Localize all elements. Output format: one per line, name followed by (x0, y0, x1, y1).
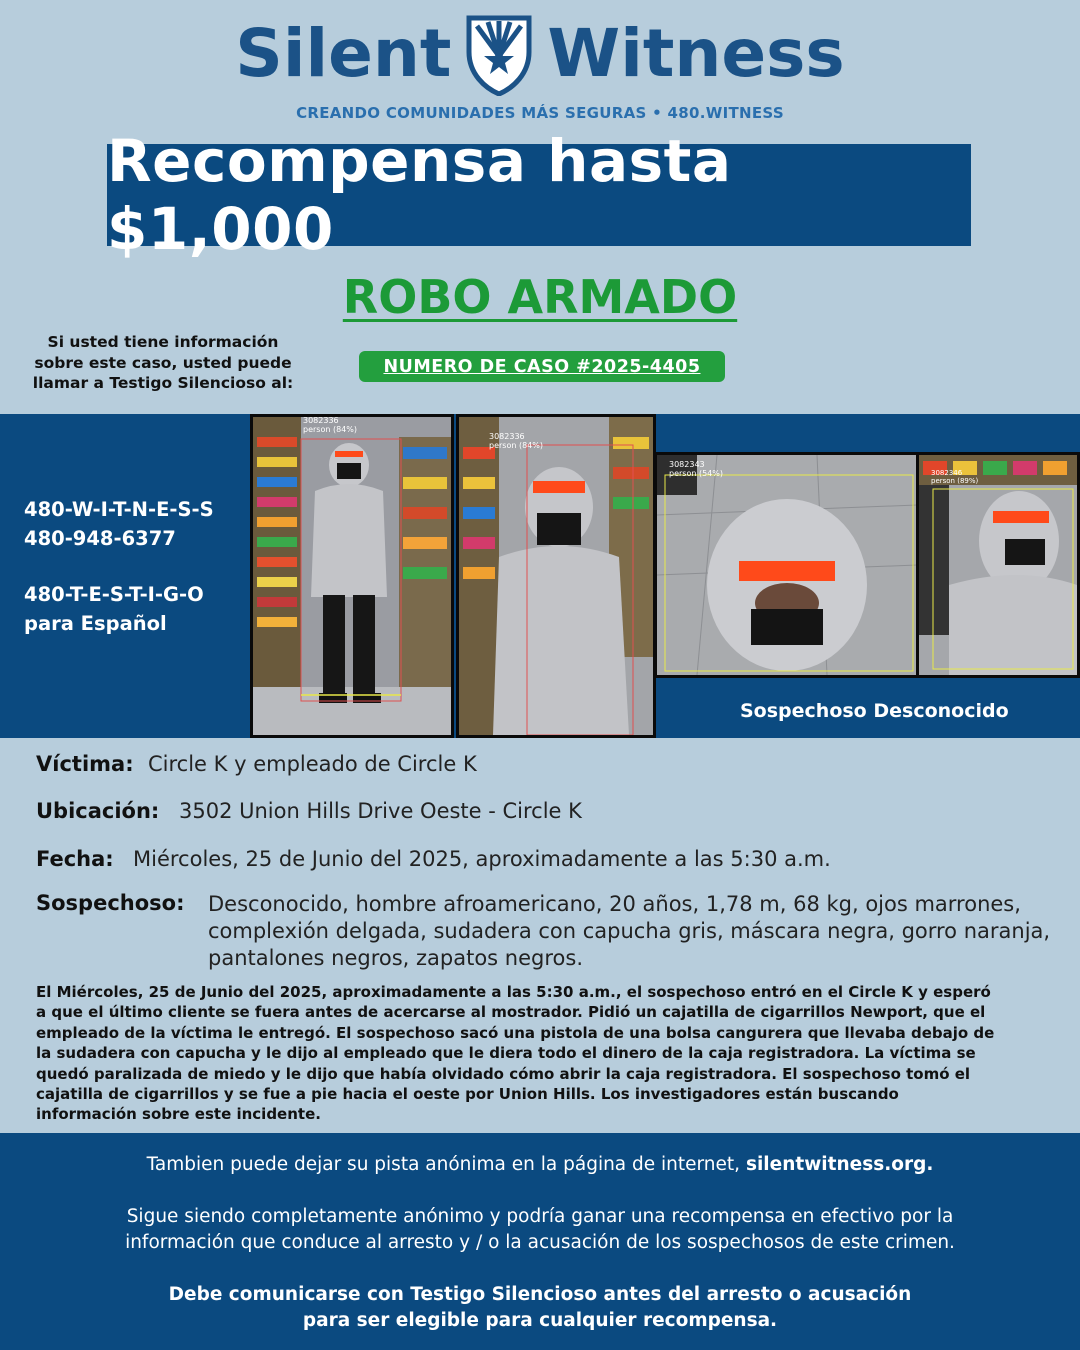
narrative-line: empleado de la víctima le entregó. El sospechoso sacó una pistola de una bolsa cangurera que llevaba debajo de (36, 1023, 995, 1042)
logo-word-silent: Silent (235, 15, 452, 92)
anonymous-note (100, 1204, 980, 1256)
suspect-line-3: pantalones negros, zapatos negros. (208, 946, 583, 970)
narrative-line: la sudadera con capucha y le dijo al empleado que le diera todo el dinero de la caja registradora. La víctima se (36, 1044, 976, 1063)
reward-banner (107, 127, 971, 263)
phone-number[interactable]: 480-948-6377 (24, 526, 176, 550)
tagline: CREANDO COMUNIDADES MÁS SEGURAS • 480.WITNESS (296, 104, 784, 122)
anonymous-line-1: Sigue siendo completamente anónimo y podría ganar una recompensa en efectivo por la (126, 1206, 954, 1227)
eligibility-line-2: para ser elegible para cualquier recompensa. (302, 1310, 778, 1331)
photo-4-overlay-id: 3082346 (931, 469, 963, 477)
narrative-line: a que el último cliente se fuera antes de acercarse al mostrador. Pidió un cajatilla de cigarrillos Newport, que el (36, 1003, 986, 1022)
photo-1-overlay-label: person (84%) (303, 425, 357, 434)
suspect-line-1: Desconocido, hombre afroamericano, 20 años, 1,78 m, 68 kg, ojos marrones, (208, 892, 1021, 916)
crime-title: ROBO ARMADO (342, 270, 738, 324)
narrative-line: cajatilla de cigarrillos y se fue a pie hacia el oeste por Union Hills. Los investigadores están buscando (36, 1085, 899, 1104)
photo-3-overlay-id: 3082343 (669, 460, 705, 469)
phone-spanish[interactable]: 480-T-E-S-T-I-G-O (24, 583, 204, 606)
victim-label: Víctima: (36, 752, 134, 776)
suspect-photo-2 (456, 414, 656, 738)
fact-location (36, 799, 582, 823)
suspect-line-2: complexión delgada, sudadera con capucha gris, máscara negra, gorro naranja, (208, 919, 1051, 943)
eligibility-line-1: Debe comunicarse con Testigo Silencioso antes del arresto o acusación (168, 1284, 912, 1305)
website-link[interactable]: silentwitness.org. (745, 1154, 934, 1175)
location-label: Ubicación: (36, 799, 160, 823)
suspect-label: Sospechoso: (36, 891, 185, 915)
narrative-line: quedó paralizada de miedo y le dijo que había olvidado cómo abrir la caja registradora. El sospechoso tomó el (36, 1064, 971, 1083)
narrative-line: información sobre este incidente. (36, 1105, 321, 1124)
photo-1-overlay-id: 3082336 (303, 417, 339, 425)
footer (0, 1133, 1080, 1350)
date-value: Miércoles, 25 de Junio del 2025, aproximadamente a las 5:30 a.m. (133, 847, 831, 871)
phone-letters[interactable]: 480-W-I-T-N-E-S-S (24, 498, 214, 521)
fact-victim (36, 752, 477, 776)
photo-3-overlay-label: person (54%) (669, 469, 723, 478)
case-number-badge (359, 351, 725, 382)
arizona-shield-star-icon (463, 12, 535, 96)
suspect-description (208, 891, 1050, 972)
location-value: 3502 Union Hills Drive Oeste - Circle K (179, 799, 582, 823)
date-label: Fecha: (36, 847, 114, 871)
photo-2-overlay-label: person (84%) (489, 441, 543, 450)
suspect-caption: Sospechoso Desconocido (740, 700, 1009, 722)
tip-text: Tambien puede dejar su pista anónima en la página de internet, (146, 1154, 741, 1175)
logo-word-witness: Witness (547, 15, 845, 92)
photo-band (0, 414, 1080, 738)
contact-note: Si usted tiene información sobre este caso, usted puede llamar a Testigo Silencioso al: (32, 333, 294, 392)
fact-date (36, 847, 831, 871)
suspect-photo-1 (250, 414, 454, 738)
logo (0, 8, 1080, 100)
tip-line (0, 1154, 1080, 1175)
phone-list (24, 496, 248, 638)
incident-narrative (36, 982, 1046, 1125)
reward-text: Recompensa hasta $1,000 (107, 127, 732, 263)
eligibility-note (120, 1282, 960, 1334)
case-number: NUMERO DE CASO #2025-4405 (383, 356, 701, 377)
fact-suspect (36, 891, 1050, 972)
photo-4-overlay-label: person (89%) (931, 477, 979, 485)
phone-spanish-note: para Español (24, 611, 167, 635)
photo-2-overlay-id: 3082336 (489, 432, 525, 441)
suspect-photo-3 (654, 452, 920, 678)
victim-value: Circle K y empleado de Circle K (148, 752, 477, 776)
narrative-line: El Miércoles, 25 de Junio del 2025, aproximadamente a las 5:30 a.m., el sospechoso entró en el Circle K y esperó (36, 983, 991, 1001)
anonymous-line-2: información que conduce al arresto y / o la acusación de los sospechosos de este crimen. (125, 1232, 955, 1253)
suspect-photo-4 (916, 452, 1080, 678)
